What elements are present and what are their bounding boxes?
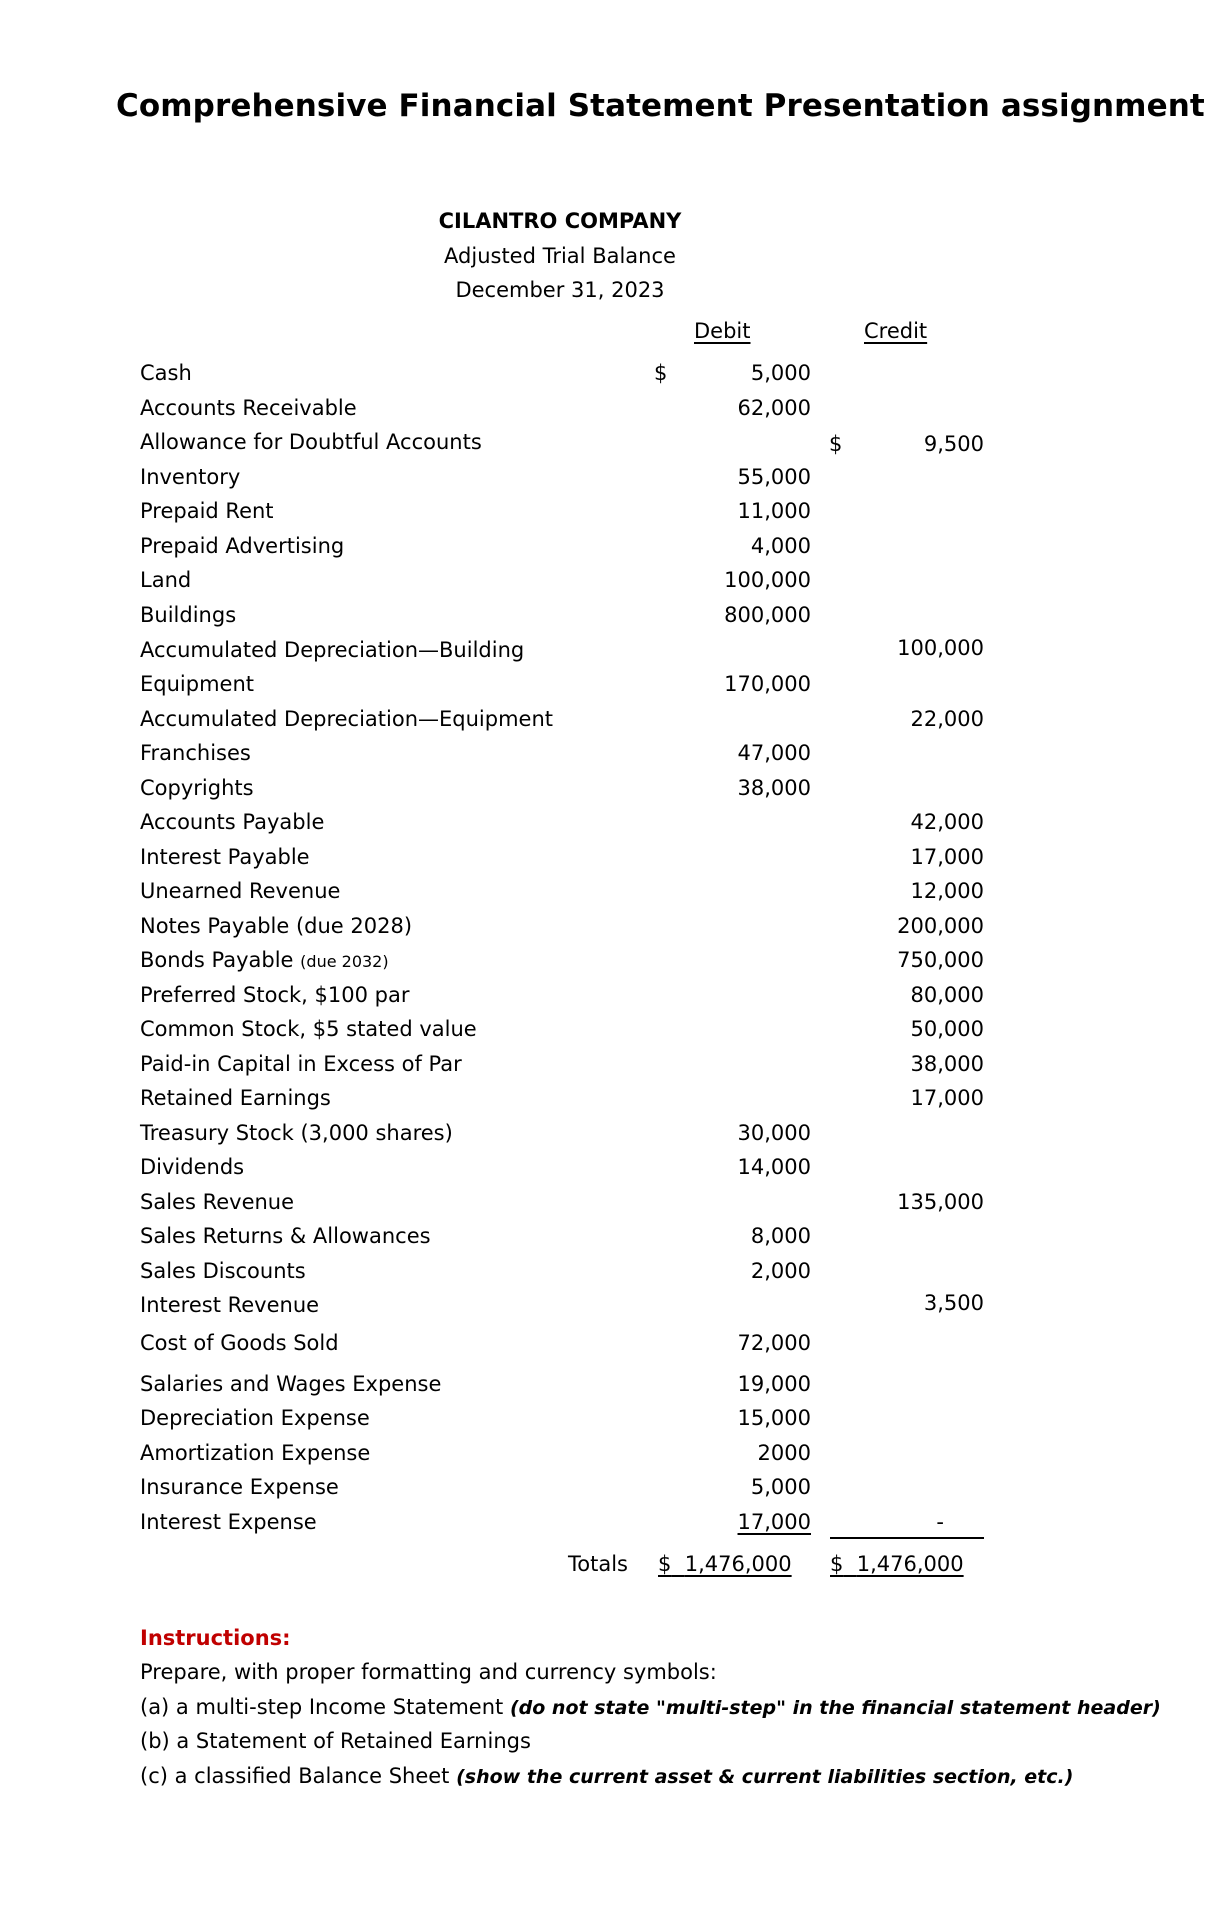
credit-amount: 50,000 <box>910 1017 984 1041</box>
debit-amount: 4,000 <box>750 534 811 558</box>
debit-amount: 72,000 <box>737 1331 811 1355</box>
credit-total <box>830 1552 964 1576</box>
account-name-note: (due 2032) <box>300 952 389 971</box>
debit-amount: 19,000 <box>737 1372 811 1396</box>
credit-amount: 42,000 <box>910 810 984 834</box>
account-name: Copyrights <box>140 776 254 800</box>
account-name: Sales Revenue <box>140 1190 295 1214</box>
instruction-c-text: (c) a classified Balance Sheet <box>140 1764 450 1788</box>
debit-amount: 11,000 <box>737 499 811 523</box>
account-name: Cost of Goods Sold <box>140 1331 339 1355</box>
account-name: Paid-in Capital in Excess of Par <box>140 1052 462 1076</box>
instructions-intro: Prepare, with proper formatting and currency symbols: <box>140 1660 717 1684</box>
account-name <box>140 948 389 972</box>
account-name: Common Stock, $5 stated value <box>140 1017 477 1041</box>
company-name: CILANTRO COMPANY <box>438 209 682 233</box>
debit-amount: 8,000 <box>750 1224 811 1248</box>
credit-amount: 17,000 <box>910 1086 984 1110</box>
account-name: Interest Revenue <box>140 1293 320 1317</box>
account-name: Sales Returns & Allowances <box>140 1224 431 1248</box>
account-name: Cash <box>140 361 192 385</box>
account-name: Interest Expense <box>140 1510 317 1534</box>
account-name: Treasury Stock (3,000 shares) <box>140 1121 453 1145</box>
debit-amount: 38,000 <box>737 776 811 800</box>
credit-amount: 200,000 <box>897 914 984 938</box>
instruction-c <box>140 1764 1073 1788</box>
credit-currency-symbol: $ <box>829 432 843 456</box>
credit-total-value: 1,476,000 <box>856 1552 964 1576</box>
instruction-a-note: (do not state "multi-step" in the financial statement header) <box>509 1697 1161 1719</box>
credit-amount: 3,500 <box>923 1291 984 1315</box>
debit-amount: 17,000 <box>737 1510 811 1534</box>
account-name: Insurance Expense <box>140 1475 339 1499</box>
debit-total-value: 1,476,000 <box>684 1552 792 1576</box>
account-name: Retained Earnings <box>140 1086 331 1110</box>
credit-amount: 12,000 <box>910 879 984 903</box>
account-name: Inventory <box>140 465 241 489</box>
debit-amount: 170,000 <box>724 672 811 696</box>
debit-column-header: Debit <box>694 319 751 343</box>
debit-amount: 14,000 <box>737 1155 811 1179</box>
account-name: Accumulated Depreciation—Building <box>140 638 525 662</box>
debit-amount: 15,000 <box>737 1406 811 1430</box>
account-name: Depreciation Expense <box>140 1406 370 1430</box>
debit-amount: 55,000 <box>737 465 811 489</box>
account-name: Prepaid Advertising <box>140 534 345 558</box>
debit-amount: 800,000 <box>724 603 811 627</box>
debit-amount: 5,000 <box>750 1475 811 1499</box>
account-name: Salaries and Wages Expense <box>140 1372 442 1396</box>
credit-total-rule <box>830 1537 984 1539</box>
account-name: Land <box>140 568 192 592</box>
statement-date: December 31, 2023 <box>455 278 665 302</box>
instructions-heading: Instructions: <box>140 1626 291 1650</box>
account-name: Franchises <box>140 741 251 765</box>
account-name: Buildings <box>140 603 237 627</box>
account-name-text: Bonds Payable <box>140 948 294 972</box>
credit-amount: 80,000 <box>910 983 984 1007</box>
account-name: Preferred Stock, $100 par <box>140 983 410 1007</box>
debit-amount: 5,000 <box>750 361 811 385</box>
debit-amount: 62,000 <box>737 396 811 420</box>
debit-amount: 100,000 <box>724 568 811 592</box>
debit-amount: 2,000 <box>750 1259 811 1283</box>
account-name: Equipment <box>140 672 254 696</box>
statement-name: Adjusted Trial Balance <box>444 244 676 268</box>
account-name: Prepaid Rent <box>140 499 274 523</box>
account-name: Allowance for Doubtful Accounts <box>140 430 482 454</box>
account-name: Accounts Receivable <box>140 396 357 420</box>
account-name: Notes Payable (due 2028) <box>140 914 413 938</box>
instruction-a <box>140 1695 1161 1719</box>
debit-total-currency: $ <box>658 1552 672 1576</box>
account-name: Amortization Expense <box>140 1441 371 1465</box>
credit-column-header: Credit <box>864 319 928 343</box>
account-name: Sales Discounts <box>140 1259 306 1283</box>
debit-total <box>658 1552 792 1576</box>
account-name: Dividends <box>140 1155 245 1179</box>
credit-amount: 750,000 <box>897 948 984 972</box>
debit-amount: 30,000 <box>737 1121 811 1145</box>
credit-amount: - <box>936 1510 944 1534</box>
credit-amount: 135,000 <box>897 1190 984 1214</box>
debit-amount: 47,000 <box>737 741 811 765</box>
instruction-b: (b) a Statement of Retained Earnings <box>140 1729 531 1753</box>
account-name: Accumulated Depreciation—Equipment <box>140 707 554 731</box>
credit-amount: 38,000 <box>910 1052 984 1076</box>
credit-amount: 100,000 <box>897 636 984 660</box>
instruction-c-note: (show the current asset & current liabilities section, etc.) <box>456 1766 1074 1788</box>
account-name: Unearned Revenue <box>140 879 341 903</box>
debit-currency-symbol: $ <box>654 361 668 385</box>
credit-amount: 17,000 <box>910 845 984 869</box>
instruction-a-text: (a) a multi-step Income Statement <box>140 1695 504 1719</box>
credit-total-currency: $ <box>830 1552 844 1576</box>
credit-amount: 9,500 <box>923 432 984 456</box>
account-name: Accounts Payable <box>140 810 325 834</box>
account-name: Interest Payable <box>140 845 310 869</box>
credit-amount: 22,000 <box>910 707 984 731</box>
debit-amount: 2000 <box>757 1441 811 1465</box>
document-title: Comprehensive Financial Statement Presentation assignment <box>116 88 1205 124</box>
totals-label: Totals <box>568 1552 628 1576</box>
